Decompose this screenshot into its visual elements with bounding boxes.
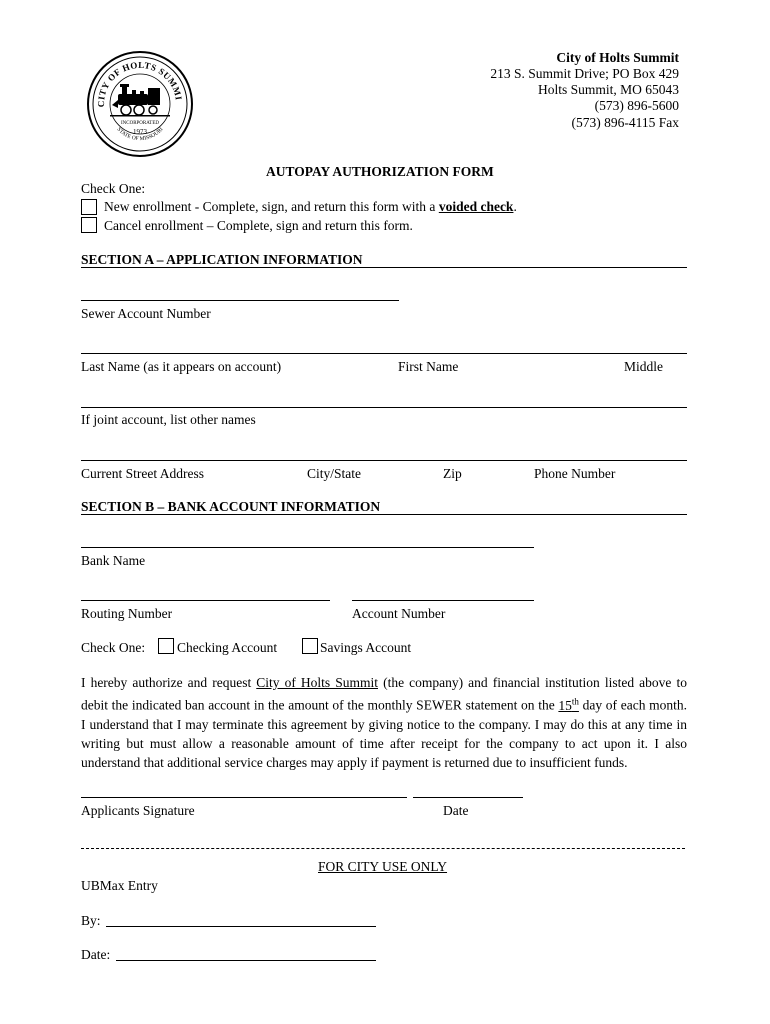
signature-date-input[interactable] [413, 797, 523, 798]
cancel-enrollment-checkbox[interactable] [81, 217, 97, 233]
by-label: By: [81, 913, 101, 928]
seal-bottom-text: STATE OF MISSOURI [115, 126, 165, 143]
applicant-signature-label: Applicants Signature [81, 803, 195, 818]
signature-date-label: Date [443, 803, 469, 818]
city-state-label: City/State [307, 466, 361, 481]
new-enrollment-option [104, 199, 517, 215]
new-enrollment-text: New enrollment - Complete, sign, and return this form with a [104, 199, 439, 214]
section-b-heading: SECTION B – BANK ACCOUNT INFORMATION [81, 499, 381, 514]
by-input[interactable] [106, 926, 376, 927]
authorization-debit-text: (the company) and financial institution listed above to debit the indicated ban account in the amount of the monthly SEWER statement on the [81, 675, 687, 713]
last-name-label: Last Name (as it appears on account) [81, 359, 282, 374]
account-number-input[interactable] [352, 600, 534, 601]
seal-year: 1973 [133, 128, 147, 136]
form-title: AUTOPAY AUTHORIZATION FORM [266, 164, 494, 179]
city-seal [86, 50, 194, 158]
section-a-heading: SECTION A – APPLICATION INFORMATION [81, 252, 363, 267]
city-date-input[interactable] [116, 960, 376, 961]
authorization-intro: I hereby authorize and request [81, 675, 257, 690]
first-name-label: First Name [398, 359, 459, 374]
seal-top-text: CITY OF HOLTS SUMMI [95, 59, 184, 108]
bank-name-input[interactable] [81, 547, 534, 548]
bank-name-label: Bank Name [81, 553, 146, 568]
routing-number-input[interactable] [81, 600, 330, 601]
voided-check-emphasis: voided check [438, 199, 514, 214]
new-enrollment-checkbox[interactable] [81, 199, 97, 215]
check-one-label: Check One: [81, 181, 146, 196]
cancel-enrollment-option: Cancel enrollment – Complete, sign and return this form. [104, 218, 413, 233]
account-type-label: Check One: [81, 640, 146, 655]
org-name: City of Holts Summit [556, 50, 679, 65]
authorization-company: City of Holts Summit [256, 675, 378, 690]
savings-account-checkbox[interactable] [302, 638, 318, 654]
fax-number: (573) 896-4115 Fax [571, 115, 679, 130]
sewer-account-label: Sewer Account Number [81, 306, 211, 321]
joint-names-label: If joint account, list other names [81, 412, 256, 427]
savings-account-label: Savings Account [320, 640, 412, 655]
sewer-account-input[interactable] [81, 300, 399, 301]
city-use-title: FOR CITY USE ONLY [318, 859, 448, 874]
new-enrollment-suffix: . [513, 199, 517, 214]
joint-names-input[interactable] [81, 407, 687, 408]
ubmax-entry-label: UBMax Entry [81, 878, 158, 893]
checking-account-label: Checking Account [177, 640, 278, 655]
account-number-label: Account Number [352, 606, 446, 621]
address-line2: Holts Summit, MO 65043 [537, 82, 679, 97]
address-input-line[interactable] [81, 460, 687, 461]
authorization-day-suffix: th [571, 696, 579, 707]
cut-line-divider [81, 848, 685, 849]
phone-number: (573) 896-5600 [594, 98, 679, 113]
checking-account-checkbox[interactable] [158, 638, 174, 654]
routing-number-label: Routing Number [81, 606, 173, 621]
authorization-day [558, 698, 579, 713]
middle-label: Middle [624, 359, 663, 374]
seal-middle-text: INCORPORATED [120, 121, 160, 126]
name-input-line[interactable] [81, 353, 687, 354]
address-line1: 213 S. Summit Drive; PO Box 429 [490, 66, 679, 81]
authorization-day-number: 15 [558, 697, 572, 713]
section-b-rule [81, 514, 687, 515]
zip-label: Zip [443, 466, 462, 481]
section-a-rule [81, 267, 687, 268]
authorization-terms: day of each month. I understand that I may terminate this agreement by giving notice to the company. I may do this at any time in writing but must allow a reasonable amount of time after receipt for the company to act upon it. I also understand that additional service charges may apply if payment is returned due to insufficient funds. [81, 697, 687, 771]
signature-input[interactable] [81, 797, 407, 798]
date-label: Date: [81, 947, 111, 962]
authorization-paragraph [81, 673, 687, 773]
phone-label: Phone Number [534, 466, 616, 481]
street-label: Current Street Address [81, 466, 204, 481]
